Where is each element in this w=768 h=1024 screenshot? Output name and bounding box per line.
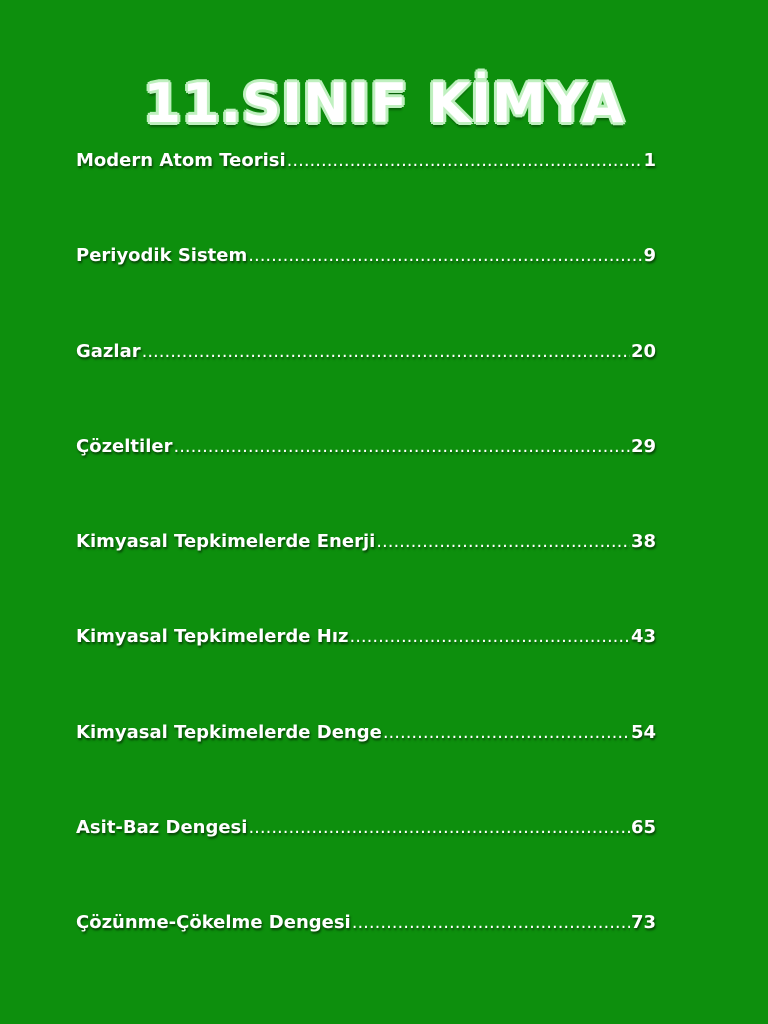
toc-entry-page: 65 [630,817,656,839]
dot-leader [287,144,643,178]
toc-entry[interactable] [76,144,656,239]
toc-entry[interactable] [76,525,656,620]
toc-entry-title: Kimyasal Tepkimelerde Enerji [76,531,376,553]
dot-leader [248,811,629,845]
dot-leader [142,335,630,369]
toc-entry[interactable] [76,239,656,334]
toc-entry-title: Çözünme-Çökelme Dengesi [76,912,351,934]
toc-entry-page: 29 [630,435,656,457]
toc-entry-title: Modern Atom Teorisi [76,150,286,171]
toc-entry-title: Periyodik Sistem [76,245,248,267]
toc-entry-title: Gazlar [76,340,141,362]
toc-entry[interactable] [76,430,656,525]
toc-entry-page: 1 [643,150,656,171]
toc-entry-page: 73 [630,912,656,934]
toc-entry[interactable] [76,811,656,906]
toc-entry-title: Kimyasal Tepkimelerde Denge [76,721,382,743]
page-title: 11.SINIF KİMYA [143,72,625,136]
dot-leader [383,716,630,750]
toc-entry-title: Çözeltiler [76,435,173,457]
toc-entry[interactable] [76,620,656,715]
toc-entry[interactable] [76,335,656,430]
toc-entry-page: 9 [643,245,656,267]
dot-leader [173,430,629,464]
dot-leader [376,525,630,559]
toc-entry[interactable] [76,716,656,811]
toc-entry[interactable] [76,906,656,1001]
dot-leader [248,239,642,273]
toc-entry-title: Asit-Baz Dengesi [76,817,248,839]
toc-entry-page: 38 [630,531,656,553]
toc-entry-title: Kimyasal Tepkimelerde Hız [76,626,349,648]
dot-leader [349,620,629,654]
toc-entry-page: 43 [630,626,656,648]
table-of-contents [76,144,656,1002]
dot-leader [352,906,630,940]
toc-entry-page: 20 [630,340,656,362]
toc-entry-page: 54 [630,721,656,743]
